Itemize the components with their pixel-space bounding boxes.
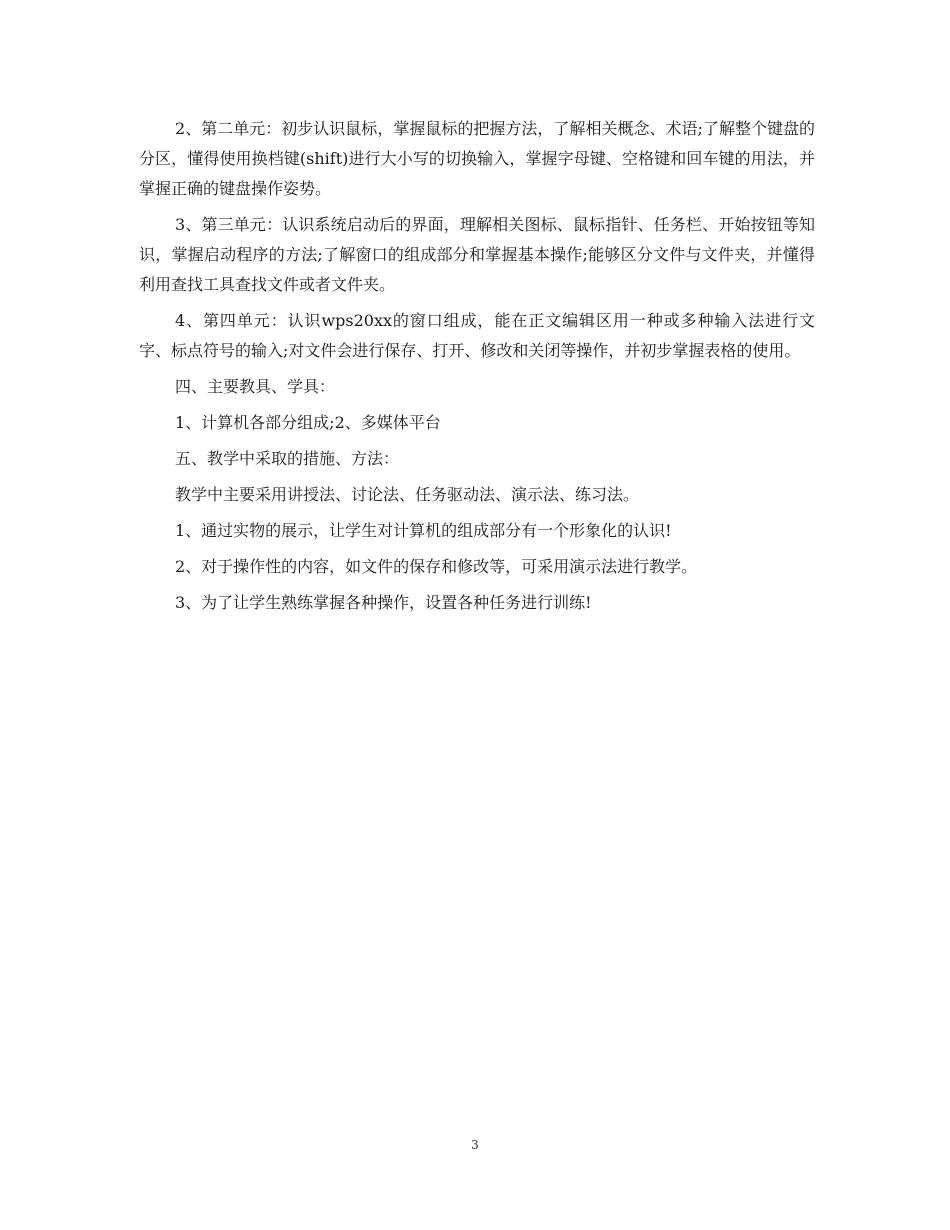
paragraph-teaching-aids-list: 1、计算机各部分组成;2、多媒体平台 xyxy=(175,413,441,432)
page-number: 3 xyxy=(471,1138,479,1152)
paragraph-unit-2: 2、第二单元：初步认识鼠标，掌握鼠标的把握方法，了解相关概念、术语;了解整个键盘的分区，懂得使用换档键(shift)进行大小写的切换输入，掌握字母键、空格键和回车键的用法，并掌握正确的键盘操作姿势。 xyxy=(139,119,815,198)
section-heading-measures-methods: 五、教学中采取的措施、方法： xyxy=(175,449,400,468)
paragraph-method-3: 3、为了让学生熟练掌握各种操作，设置各种任务进行训练! xyxy=(175,593,592,612)
paragraph-method-2: 2、对于操作性的内容，如文件的保存和修改等，可采用演示法进行教学。 xyxy=(175,557,698,576)
paragraph-methods-summary: 教学中主要采用讲授法、讨论法、任务驱动法、演示法、练习法。 xyxy=(175,485,640,504)
paragraph-method-1: 1、通过实物的展示，让学生对计算机的组成部分有一个形象化的认识! xyxy=(175,521,672,540)
section-heading-teaching-aids: 四、主要教具、学具： xyxy=(175,377,336,396)
paragraph-unit-4: 4、第四单元：认识wps20xx的窗口组成，能在正文编辑区用一种或多种输入法进行文字、标点符号的输入;对文件会进行保存、打开、修改和关闭等操作，并初步掌握表格的使用。 xyxy=(139,311,815,360)
paragraph-unit-3: 3、第三单元：认识系统启动后的界面，理解相关图标、鼠标指针、任务栏、开始按钮等知识，掌握启动程序的方法;了解窗口的组成部分和掌握基本操作;能够区分文件与文件夹，并懂得利用查找工具查找文件或者文件夹。 xyxy=(139,215,815,294)
document-body xyxy=(139,114,815,624)
